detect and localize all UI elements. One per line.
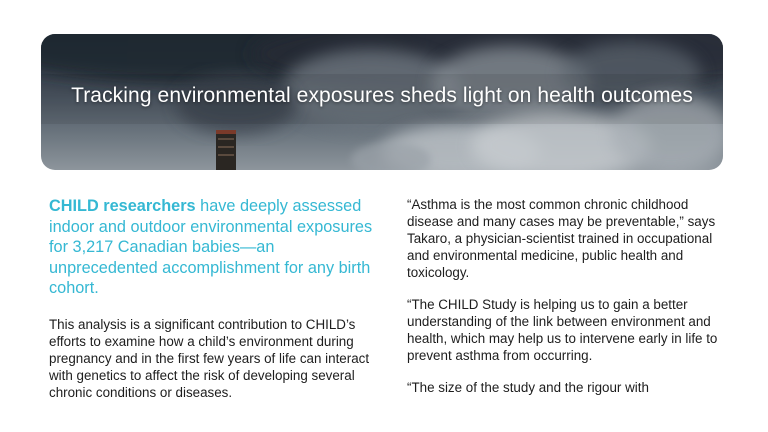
quote-paragraph-3: “The size of the study and the rigour with <box>407 380 649 395</box>
hero-banner <box>41 34 723 170</box>
body-paragraph: This analysis is a significant contribution to CHILD’s efforts to examine how a child’s environment during pregnancy and in the first few years of life can interact with genetics to affect the risk of developing several chronic conditions or diseases. <box>49 316 370 400</box>
quote-paragraph-1: “Asthma is the most common chronic childhood disease and many cases may be preventable,” says Takaro, a physician-scientist trained in occupational and environmental medicine, public health and toxicology. <box>407 197 716 280</box>
lead-paragraph <box>49 196 379 299</box>
right-column <box>407 196 727 411</box>
lead-highlight: CHILD researchers <box>49 197 196 215</box>
left-column <box>49 196 379 416</box>
hero-title: Tracking environmental exposures sheds light on health outcomes <box>71 84 693 107</box>
quote-paragraph-2: “The CHILD Study is helping us to gain a better understanding of the link between environment and health, which may help us to intervene early in life to prevent asthma from occurring. <box>407 297 718 363</box>
lead-text: have deeply assessed indoor and outdoor environmental exposures for 3,217 Canadian babies—an unprecedented accomplishment for any birth cohort. <box>49 197 373 297</box>
smokestack <box>216 130 236 170</box>
